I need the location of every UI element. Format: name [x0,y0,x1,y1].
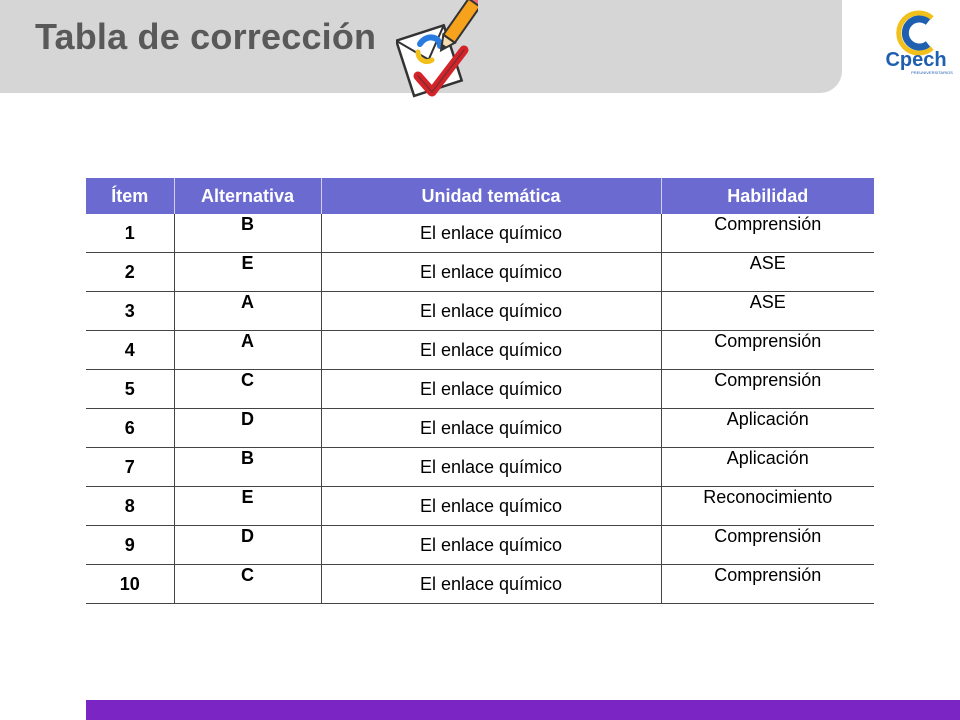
table-row [86,409,874,448]
table-body [86,214,874,604]
cell-alternativa: D [174,409,321,448]
table-row [86,214,874,253]
cell-item: 9 [86,526,174,565]
cell-alternativa: A [174,331,321,370]
cell-habilidad: ASE [661,292,874,331]
table-row [86,370,874,409]
cell-unidad: El enlace químico [321,409,661,448]
cell-habilidad: Comprensión [661,214,874,253]
cell-alternativa: C [174,370,321,409]
table-row [86,448,874,487]
cell-item: 1 [86,214,174,253]
cell-unidad: El enlace químico [321,331,661,370]
cell-alternativa: A [174,292,321,331]
cpech-logo [880,4,954,76]
column-header-alternativa: Alternativa [174,178,321,214]
cell-habilidad: Comprensión [661,331,874,370]
cell-habilidad: Comprensión [661,526,874,565]
table-row [86,331,874,370]
cell-alternativa: B [174,214,321,253]
table-row [86,253,874,292]
cell-habilidad: Reconocimiento [661,487,874,526]
cell-unidad: El enlace químico [321,253,661,292]
cell-habilidad: ASE [661,253,874,292]
table-row [86,565,874,604]
table-row [86,292,874,331]
cell-item: 6 [86,409,174,448]
column-header-habilidad: Habilidad [661,178,874,214]
cell-unidad: El enlace químico [321,526,661,565]
cell-item: 5 [86,370,174,409]
cell-item: 8 [86,487,174,526]
cell-habilidad: Comprensión [661,370,874,409]
table-header-row [86,178,874,214]
column-header-unidad: Unidad temática [321,178,661,214]
cell-alternativa: E [174,487,321,526]
pencil-checkmark-icon [396,0,478,104]
logo-text: Cpech [885,49,947,71]
column-header-item: Ítem [86,178,174,214]
cell-unidad: El enlace químico [321,487,661,526]
cell-unidad: El enlace químico [321,370,661,409]
footer-bar [86,700,960,720]
page-title: Tabla de corrección [35,16,377,57]
cell-habilidad: Aplicación [661,448,874,487]
cell-alternativa: D [174,526,321,565]
table-row [86,526,874,565]
cell-unidad: El enlace químico [321,292,661,331]
cell-habilidad: Aplicación [661,409,874,448]
cell-item: 4 [86,331,174,370]
cell-item: 3 [86,292,174,331]
cell-item: 7 [86,448,174,487]
cell-alternativa: E [174,253,321,292]
cell-habilidad: Comprensión [661,565,874,604]
cell-alternativa: B [174,448,321,487]
correction-table [86,178,874,604]
logo-subtext: PREUNIVERSITARIOS [911,70,953,75]
cell-unidad: El enlace químico [321,448,661,487]
cell-item: 2 [86,253,174,292]
cell-item: 10 [86,565,174,604]
cell-unidad: El enlace químico [321,565,661,604]
table-row [86,487,874,526]
cell-unidad: El enlace químico [321,214,661,253]
cell-alternativa: C [174,565,321,604]
